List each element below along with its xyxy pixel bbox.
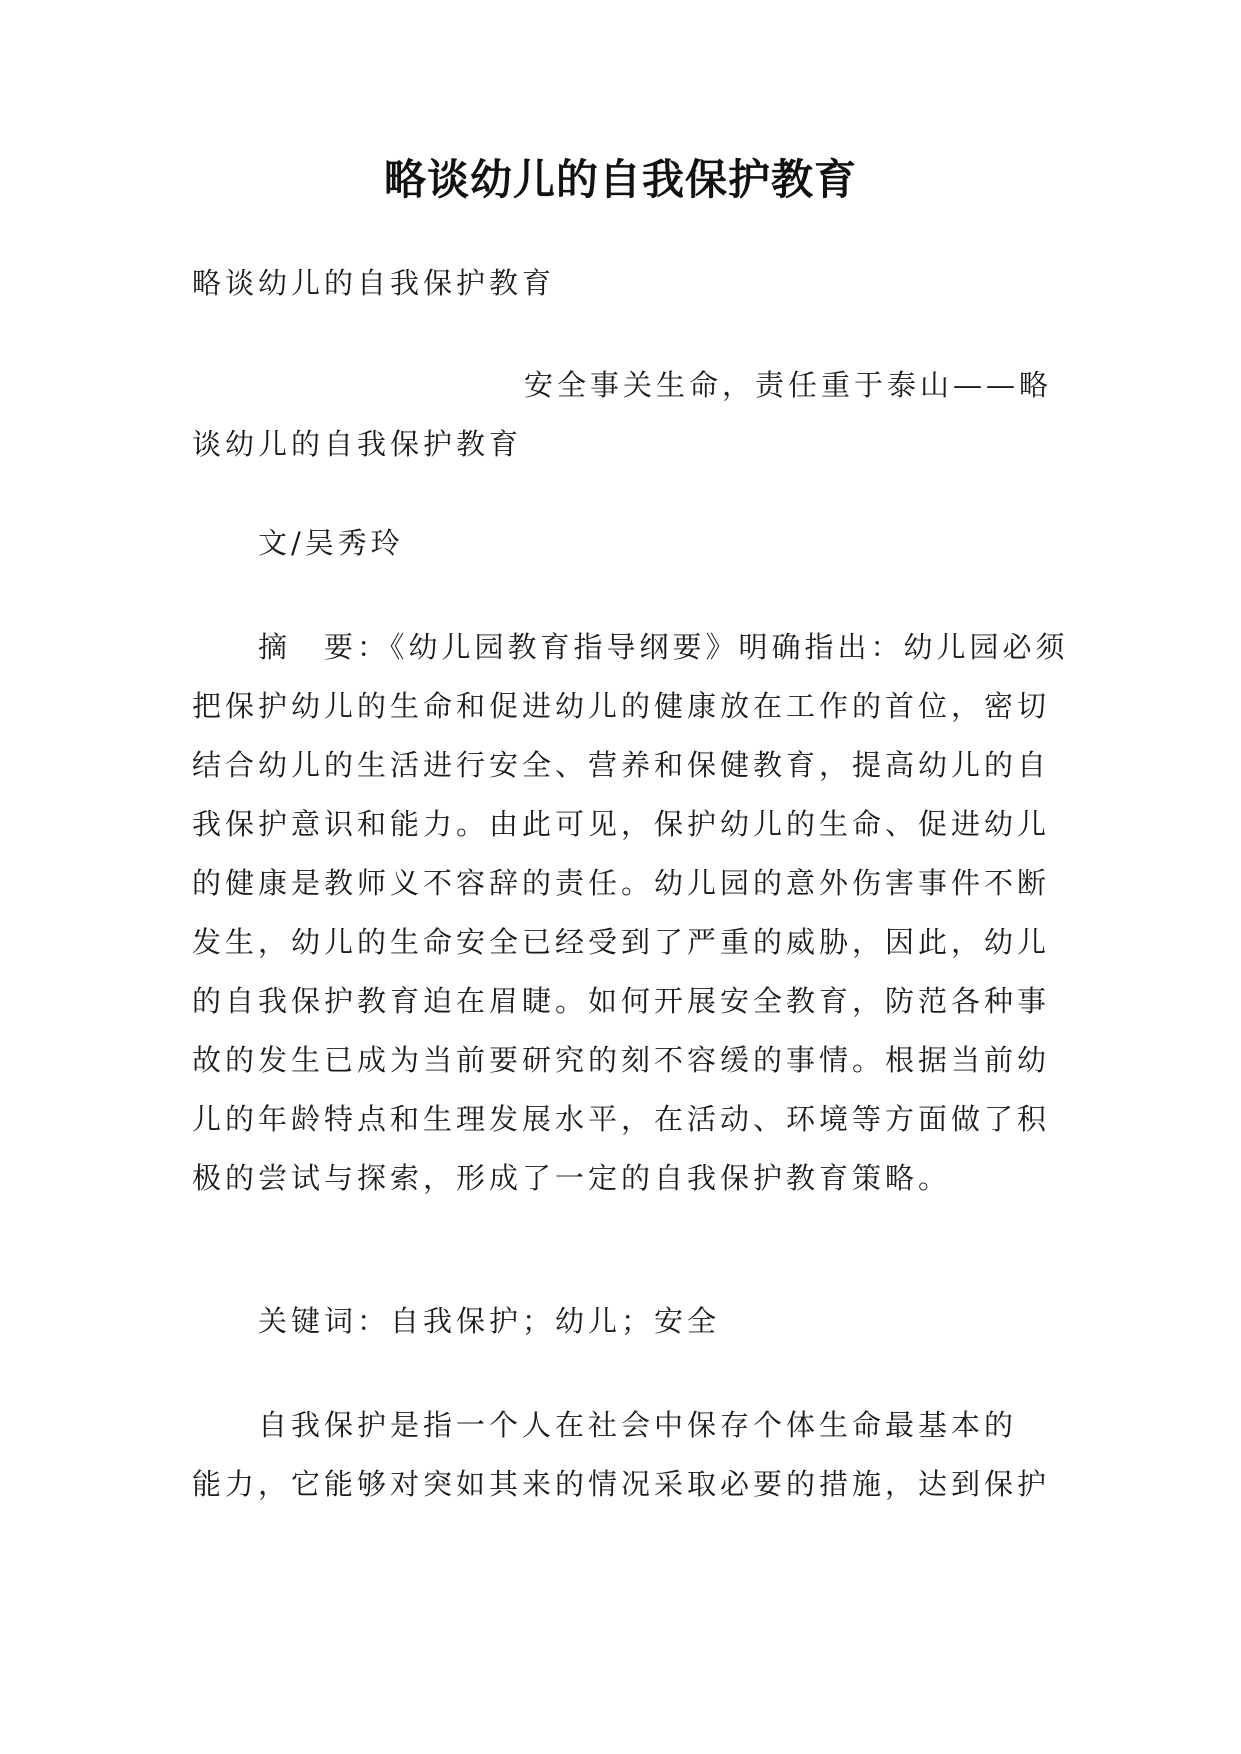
abstract-line: 发生，幼儿的生命安全已经受到了严重的威胁，因此，幼儿 (192, 925, 1051, 959)
abstract-line: 把保护幼儿的生命和促进幼儿的健康放在工作的首位，密切 (192, 689, 1051, 723)
heading-text: 略谈幼儿的自我保护教育 (192, 266, 556, 300)
abstract-line: 故的发生已成为当前要研究的刻不容缓的事情。根据当前幼 (192, 1043, 1051, 1077)
abstract-line: 结合幼儿的生活进行安全、营养和保健教育，提高幼儿的自 (192, 748, 1051, 782)
abstract-line: 摘 要：《幼儿园教育指导纲要》明确指出：幼儿园必须 (258, 630, 1069, 664)
keywords-line (192, 1292, 1052, 1351)
abstract-line: 极的尝试与探索，形成了一定的自我保护教育策略。 (192, 1161, 952, 1195)
abstract-paragraph (192, 618, 1069, 1208)
subtitle-line-1: 安全事关生命，责任重于泰山——略 (523, 368, 1052, 402)
subtitle-line-2: 谈幼儿的自我保护教育 (192, 427, 523, 461)
abstract-line: 的健康是教师义不容辞的责任。幼儿园的意外伤害事件不断 (192, 866, 1051, 900)
intro-line: 能力，它能够对突如其来的情况采取必要的措施，达到保护 (192, 1467, 1051, 1501)
intro-paragraph (192, 1396, 1052, 1514)
author-text: 文/吴秀玲 (258, 526, 404, 560)
document-title: 略谈幼儿的自我保护教育 (383, 155, 857, 204)
author-line (192, 514, 1052, 573)
keywords-text: 关键词：自我保护；幼儿；安全 (258, 1304, 721, 1338)
intro-line: 自我保护是指一个人在社会中保存个体生命最基本的 (258, 1408, 1018, 1442)
heading-line (192, 254, 1052, 313)
subtitle-block (192, 356, 1052, 474)
abstract-line: 儿的年龄特点和生理发展水平，在活动、环境等方面做了积 (192, 1102, 1051, 1136)
abstract-line: 的自我保护教育迫在眉睫。如何开展安全教育，防范各种事 (192, 984, 1051, 1018)
abstract-line: 我保护意识和能力。由此可见，保护幼儿的生命、促进幼儿 (192, 807, 1051, 841)
